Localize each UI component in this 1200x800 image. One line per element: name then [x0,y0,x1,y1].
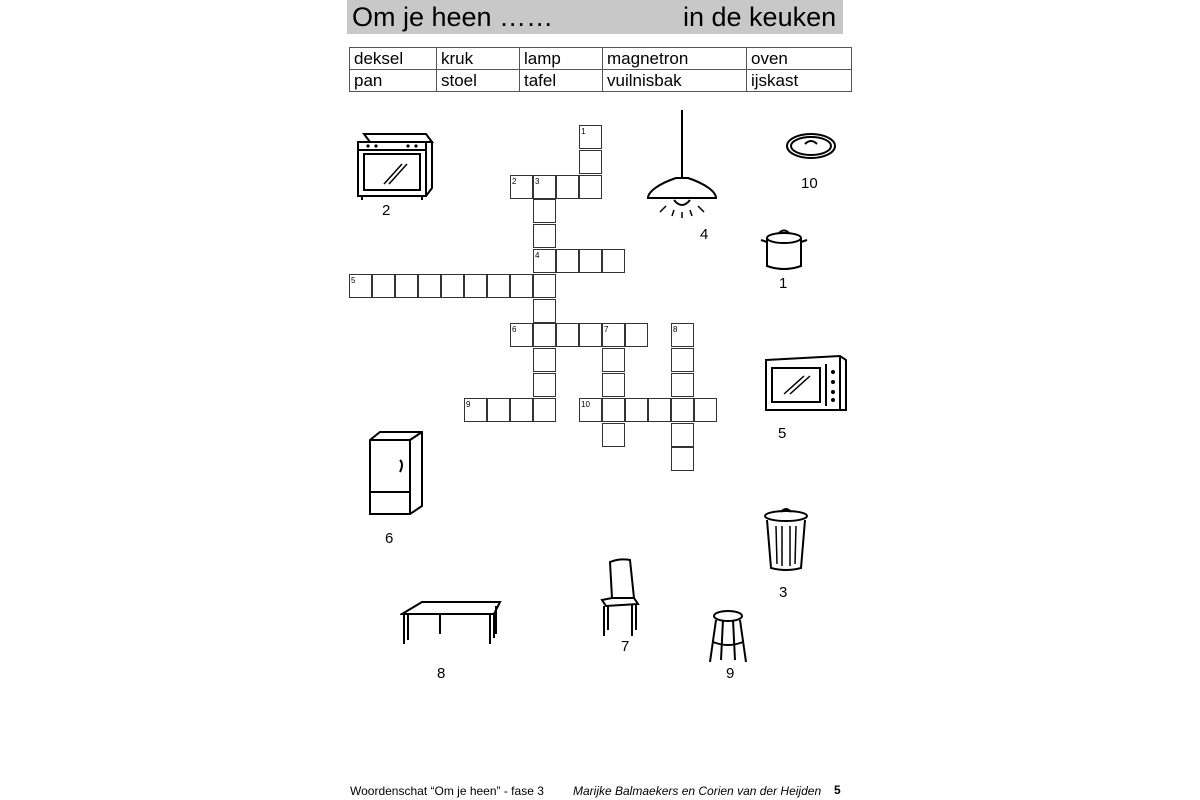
footer-series-title: Woordenschat “Om je heen” - fase 3 [350,784,544,798]
fridge-icon [366,430,424,516]
crossword-cell[interactable] [602,249,625,273]
crossword-cell[interactable] [671,373,694,397]
crossword-cell[interactable] [579,323,602,347]
crossword-cell[interactable] [487,398,510,422]
crossword-cell[interactable] [556,249,579,273]
picture-label: 8 [437,665,446,682]
crossword-cell[interactable] [510,274,533,298]
crossword-cell[interactable] [533,299,556,323]
word-cell: vuilnisbak [603,70,747,92]
picture-label: 7 [621,638,630,655]
picture-label: 4 [700,226,709,243]
crossword-cell[interactable] [464,274,487,298]
crossword-cell[interactable] [671,398,694,422]
clue-number: 4 [535,251,540,260]
crossword-cell[interactable] [487,274,510,298]
picture-label: 9 [726,665,735,682]
crossword-cell[interactable] [441,274,464,298]
picture-label: 10 [801,175,818,192]
crossword-cell[interactable] [372,274,395,298]
word-cell: kruk [437,48,520,70]
crossword-cell[interactable] [533,199,556,223]
clue-number: 5 [351,275,356,285]
crossword-cell[interactable] [418,274,441,298]
crossword-cell[interactable] [579,175,602,199]
crossword-cell[interactable] [533,323,556,347]
crossword-cell[interactable] [625,323,648,347]
crossword-cell[interactable] [671,423,694,447]
oven-icon [354,128,434,202]
clue-number: 8 [673,325,678,335]
crossword-cell[interactable] [602,423,625,447]
lid-icon [785,130,837,162]
page-number: 5 [834,783,841,797]
crossword-cell[interactable] [602,398,625,422]
trash-can-icon [762,506,810,574]
word-cell: stoel [437,70,520,92]
microwave-icon [760,354,848,412]
crossword-cell[interactable] [671,348,694,372]
picture-label: 6 [385,530,394,547]
word-cell: pan [350,70,437,92]
crossword-cell[interactable] [395,274,418,298]
stool-icon [708,610,748,664]
crossword-cell[interactable] [533,373,556,397]
word-cell: tafel [520,70,603,92]
crossword-cell[interactable] [579,150,602,174]
clue-number: 7 [604,325,609,335]
crossword-cell[interactable] [602,373,625,397]
crossword-cell[interactable] [533,224,556,248]
picture-label: 2 [382,202,391,219]
clue-number: 1 [581,127,586,136]
page-subtitle: in de keuken [683,2,837,32]
word-cell: deksel [350,48,437,70]
word-cell: lamp [520,48,603,70]
crossword-cell[interactable] [533,398,556,422]
crossword-cell[interactable] [579,249,602,273]
clue-number: 6 [512,325,517,335]
crossword-cell[interactable] [625,398,648,422]
clue-number: 9 [466,399,471,409]
crossword-cell[interactable] [694,398,717,422]
clue-number: 10 [581,399,590,409]
word-cell: magnetron [603,48,747,70]
crossword-cell[interactable] [533,348,556,372]
clue-number: 3 [535,176,540,186]
chair-icon [598,558,642,638]
page-title: Om je heen …… [352,2,554,32]
crossword-cell[interactable] [602,348,625,372]
pan-icon [759,226,809,274]
crossword-cell[interactable] [671,447,694,471]
picture-label: 5 [778,425,787,442]
clue-number: 2 [512,176,517,186]
crossword-cell[interactable] [556,175,579,199]
crossword-cell[interactable] [510,398,533,422]
footer-authors: Marijke Balmaekers en Corien van der Heijden [573,784,822,798]
picture-label: 3 [779,584,788,601]
word-cell: ijskast [747,70,852,92]
picture-label: 1 [779,275,788,292]
crossword-cell[interactable] [648,398,671,422]
word-cell: oven [747,48,852,70]
crossword-cell[interactable] [533,274,556,298]
crossword-cell[interactable] [556,323,579,347]
lamp-icon [646,110,718,222]
table-icon [400,600,502,646]
